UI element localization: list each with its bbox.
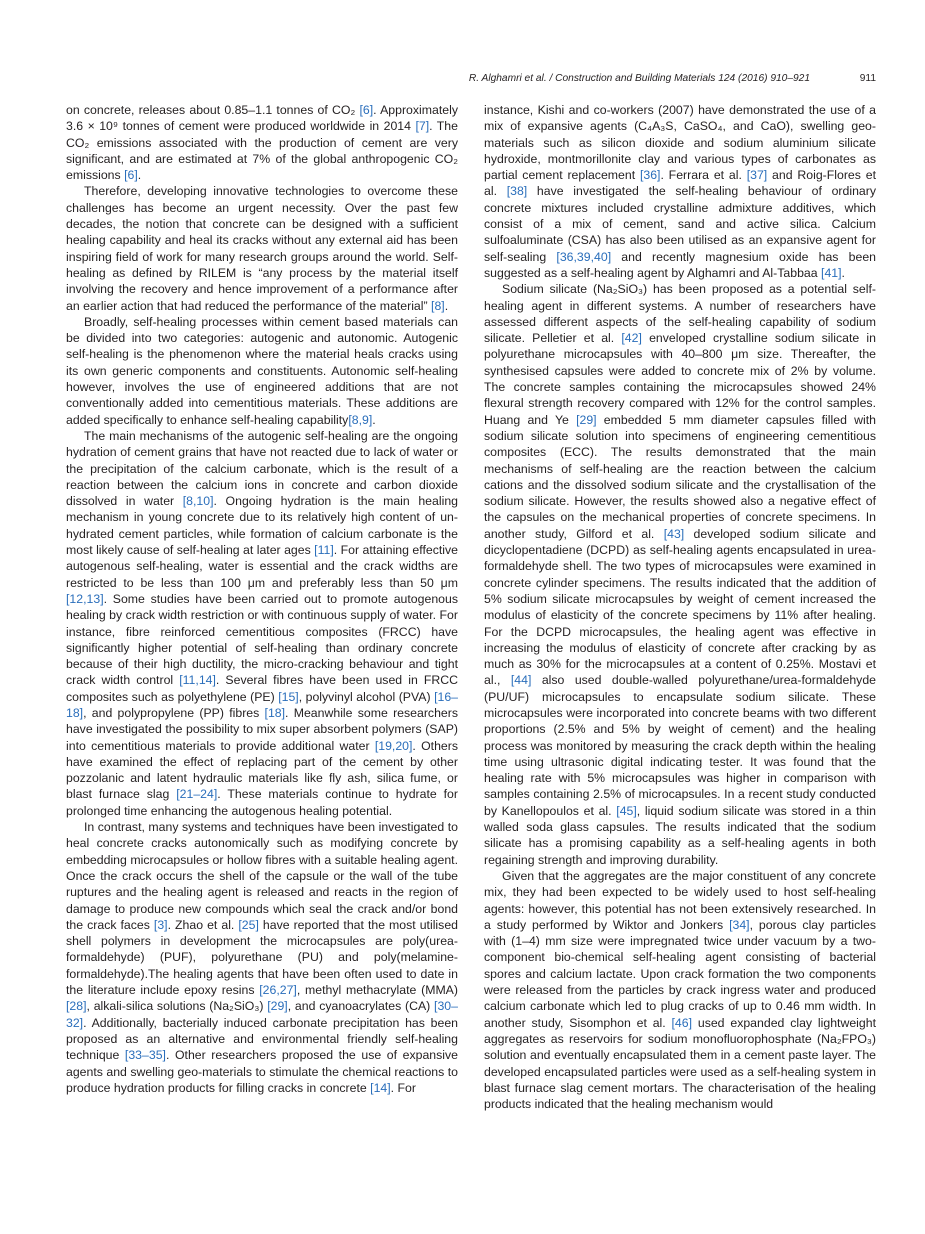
citation-link[interactable]: [15]: [278, 689, 299, 704]
citation-link[interactable]: [41]: [821, 265, 842, 280]
citation-link[interactable]: [44]: [510, 673, 532, 688]
citation-link[interactable]: [29]: [267, 999, 288, 1014]
citation-link[interactable]: [25]: [238, 917, 259, 932]
right-column: [484, 102, 876, 1112]
paragraph: Therefore, developing innovative technologies to overcome these challenges has become an urgent necessity. Over the past few decades, the notion that concrete can be designed with a sufficient healing capability and heal its cracks without any external aid has been inspiring field of work for many research groups around the world. Self-healing as defined by RILEM is “any process by the material itself involving the recovery and hence improvement of a performance after an earlier action that had reduced the performance of the material” [8].: [66, 184, 458, 313]
paragraph: Broadly, self-healing processes within cement based materials can be divided into two categories: autogenic and autonomic. Autogenic self-healing is the phenomenon where the material heals cracks using its own generic components and constituents. Autonomic self-healing however, involves the use of engineered additions that are not conventionally added into cementitious materials. These additions are added specifically to enhance self-healing capability[8,9].: [66, 314, 458, 427]
paragraph: Sodium silicate (Na₂SiO₃) has been proposed as a potential self-healing agent in different systems. A number of researchers have assessed different aspects of the self-healing capability of sodium silicate. Pelletier et al. [42] enveloped crystalline sodium silicate in polyurethane microcapsules with 40–800 μm size. Thereafter, the synthesised capsules were added to concrete mix of 2% by volume. The concrete samples containing the microcapsules showed 24% flexural strength recovery compared with 12% for the control samples. Huang and Ye [29] embedded 5 mm diameter capsules filled with sodium silicate solution into specimens of engineering cementitious composites (ECC). The results demonstrated that the main mechanisms of self-healing are the reaction between the calcium cations and the dissolved sodium silicate and the crystallisation of the sodium silicate. However, the results showed also a negative effect of the capsules on the mechanical properties of concrete specimens. In another study, Gilford et al. [43] developed sodium silicate and dicyclopentadiene (DCPD) as self-healing agents encapsulated in urea-formaldehyde shell. The two types of microcapsules were examined in concrete cylinder specimens. The results indicated that the addition of 5% sodium silicate microcapsules by weight of cement increased the modulus of elasticity of the concrete specimens by 11% after healing. For the DCPD microcapsules, the healing agent was effective in increasing the modulus of elasticity of concrete after cracking by as much as 30% for the microcapsules at a content of 0.25%. Mostavi et al., [44] also used double-walled polyurethane/urea-formaldehyde (PU/UF) microcapsules to encapsulate sodium silicate. These microcapsules were incorporated into concrete beams with two different proportions (2.5% and 5% by weight of cement) and the healing process was monitored by measuring the crack depth within the healing time using ultrasonic digital indicating tester. It was found that the healing rate with 5% microcapsules was higher in comparison with samples containing 2.5% of microcapsules. In a recent study conducted by Kanellopoulos et al. [45], liquid sodium silicate was stored in a thin walled soda glass capsules. The results indicated that the sodium silicate has a promising capability as a self-healing agents in both regaining strength and improving durability.: [484, 282, 876, 867]
citation-link[interactable]: [46]: [671, 1015, 693, 1030]
citation-link[interactable]: [30–32]: [66, 999, 458, 1030]
citation-link[interactable]: [18]: [264, 705, 286, 720]
paragraph: instance, Kishi and co-workers (2007) have demonstrated the use of a mix of expansive agents (C₄A₃S, CaSO₄, and CaO), swelling geo-materials such as silicon dioxide and sodium aluminium silicate hydroxide, montmorillonite clay and various types of carbonates as partial cement replacement [36]. Ferrara et al. [37] and Roig-Flores et al. [38] have investigated the self-healing behaviour of ordinary concrete mixtures included crystalline admixture additives, which consist of a mix of cement, sand and active silica. Calcium sulfoaluminate (CSA) has also been utilised as an expansive agent for self-sealing [36,39,40] and recently magnesium oxide has been suggested as a self-healing agent by Alghamri and Al-Tabbaa [41].: [484, 103, 876, 280]
page-number: 911: [859, 73, 876, 84]
citation-link[interactable]: [36]: [639, 168, 661, 183]
citation-link[interactable]: [21–24]: [176, 787, 218, 802]
citation-link[interactable]: [6]: [124, 168, 138, 183]
citation-link[interactable]: [38]: [506, 184, 528, 199]
citation-link[interactable]: [37]: [746, 168, 768, 183]
citation-link[interactable]: [33–35]: [124, 1048, 166, 1063]
running-header: [66, 73, 876, 89]
citation-link[interactable]: [43]: [663, 526, 685, 541]
citation-link[interactable]: [19,20]: [374, 738, 413, 753]
citation-link[interactable]: [8]: [431, 298, 445, 313]
citation-link[interactable]: [16–18]: [66, 689, 458, 720]
left-column: [66, 102, 458, 1096]
citation-link[interactable]: [6]: [359, 103, 374, 117]
citation-link[interactable]: [45]: [616, 803, 637, 818]
citation-link[interactable]: [11,14]: [179, 673, 216, 688]
citation-link[interactable]: [7]: [415, 119, 430, 134]
citation-link[interactable]: [12,13]: [66, 591, 104, 606]
paragraph: on concrete, releases about 0.85–1.1 tonnes of CO₂ [6]. Approximately 3.6 × 10⁹ tonnes of cement were produced worldwide in 2014 [7]. The CO₂ emissions associated with the production of cement are very significant, and are estimated at 7% of the global anthropogenic CO₂ emissions [6].: [66, 103, 458, 183]
citation-link[interactable]: [14]: [370, 1080, 391, 1095]
citation-link[interactable]: [34]: [729, 917, 750, 932]
citation-link[interactable]: [42]: [621, 331, 642, 346]
citation-link[interactable]: [11]: [314, 543, 334, 558]
paragraph: The main mechanisms of the autogenic self-healing are the ongoing hydration of cement grains that have not reacted due to lack of water or the precipitation of the calcium carbonate, which is the result of a reaction between the calcium ions in concrete and carbon dioxide dissolved in water [8,10]. Ongoing hydration is the main healing mechanism in young concrete due to its relatively high content of un-hydrated cement particles, while formation of calcium carbonate is the most likely cause of self-healing at later ages [11]. For attaining effective autogenous self-healing, water is essential and the crack widths are restricted to be less than 100 μm and preferably less than 50 μm [12,13]. Some studies have been carried out to promote autogenous healing by crack width restriction or with continuous supply of water. For instance, fibre reinforced cementitious composites (FRCC) have significantly higher potential of self-healing than ordinary concrete because of their high ductility, the micro-cracking behaviour and tight crack width control [11,14]. Several fibres have been used in FRCC composites such as polyethylene (PE) [15], polyvinyl alcohol (PVA) [16–18], and polypropylene (PP) fibres [18]. Meanwhile some researchers have investigated the possibility to mix super absorbent polymers (SAP) into cementitious materials to provide additional water [19,20]. Others have examined the effect of replacing part of the cement by other pozzolanic and latent hydraulic materials like fly ash, silica fume, or blast furnace slag [21–24]. These materials continue to hydrate for prolonged time enhancing the autogenous healing potential.: [66, 428, 458, 818]
paragraph: Given that the aggregates are the major constituent of any concrete mix, they had been expected to be widely used to host self-healing agents: however, this potential has not been extensively researched. In a study performed by Wiktor and Jonkers [34], porous clay particles with (1–4) mm size were impregnated twice under vacuum by a two-component bio-chemical self-healing agent consisting of bacterial spores and calcium lactate. Upon crack formation the two components were released from the particles by crack ingress water and produced calcium carbonate which led to plug cracks of up to 0.46 mm width. In another study, Sisomphon et al. [46] used expanded clay lightweight aggregates as reservoirs for sodium monofluorophosphate (Na₂FPO₃) solution and eventually encapsulated them in a cement paste layer. The developed encapsulated particles were used as a self-healing system in blast furnace slag cement mortars. The characterisation of the healing products indicated that the healing mechanism would: [484, 868, 877, 1112]
citation-link[interactable]: [3]: [153, 917, 168, 932]
citation-link[interactable]: [8,10]: [182, 494, 214, 509]
running-title: R. Alghamri et al. / Construction and Building Materials 124 (2016) 910–921: [468, 73, 810, 84]
citation-link[interactable]: [36,39,40]: [556, 249, 612, 264]
citation-link[interactable]: [29]: [576, 412, 597, 427]
paragraph: In contrast, many systems and techniques have been investigated to heal concrete cracks autonomically such as modifying concrete by embedding microcapsules or hollow fibres with a suitable healing agent. Once the crack occurs the shell of the capsule or the wall of the tube ruptures and the healing agent is released and reacts in the region of damage to produce new compounds which seal the crack and/or bond the crack faces [3]. Zhao et al. [25] have reported that the most utilised shell polymers in development the microcapsules are poly(urea-formaldehyde) (PUF), polyurethane (PU) and poly(melamine-formaldehyde).The healing agents that have been often used to date in the literature include epoxy resins [26,27], methyl methacrylate (MMA) [28], alkali-silica solutions (Na₂SiO₃) [29], and cyanoacrylates (CA) [30–32]. Additionally, bacterially induced carbonate precipitation has been proposed as an alternative and environmental friendly self-healing technique [33–35]. Other researchers proposed the use of expansive agents and swelling geo-materials to stimulate the chemical reactions to produce hydration products for filling cracks in concrete [14]. For: [66, 820, 458, 1095]
citation-link[interactable]: [26,27]: [259, 983, 297, 998]
citation-link[interactable]: [28]: [66, 999, 87, 1014]
citation-link[interactable]: [8,9]: [348, 412, 373, 427]
